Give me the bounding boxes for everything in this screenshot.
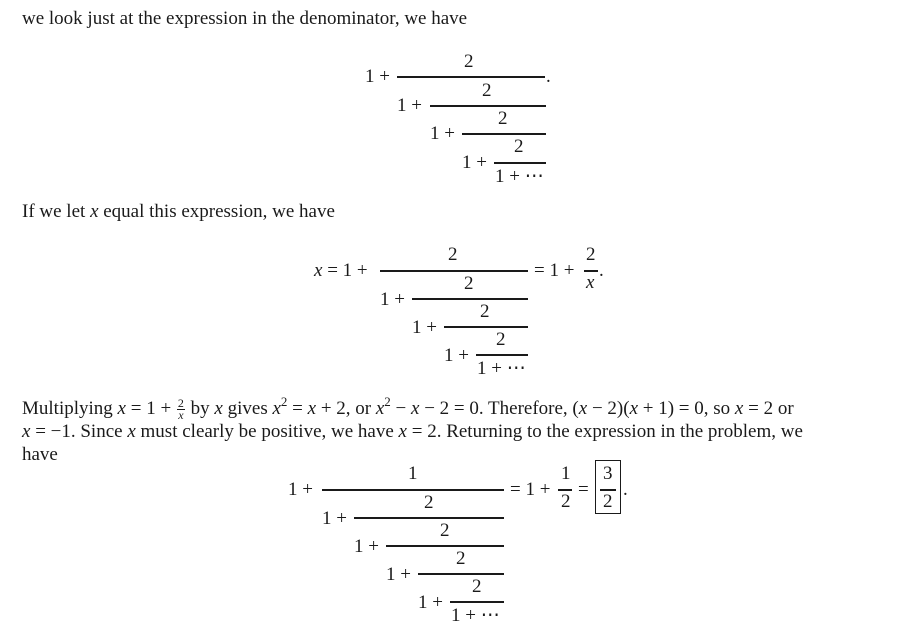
eq2-tail: 1 + ⋯ — [477, 358, 526, 379]
eq1-num-1: 2 — [464, 51, 474, 72]
eq1-plus-3: 1 + — [430, 123, 455, 144]
eq3-plus-3: 1 + — [354, 536, 379, 557]
paragraph-3-line-1: Multiplying x = 1 + $\frac{2}{x}$ by x gives $x^2 = x + 2$, or $x^2 - x - 2 = 0$. Therefore, (x − 2)(x + 1) = 0, so x = 2 or — [22, 394, 794, 423]
eq1-plus-4: 1 + — [462, 152, 487, 173]
eq1-plus-2: 1 + — [397, 95, 422, 116]
paragraph-1: we look just at the expression in the denominator, we have — [22, 8, 468, 29]
eq2-num-3: 2 — [480, 301, 490, 322]
eq3-tail: 1 + ⋯ — [451, 605, 500, 626]
eq2-period: . — [599, 260, 604, 281]
eq1-bar-2 — [430, 105, 546, 107]
eq3-num-2: 2 — [424, 492, 434, 513]
eq3-num-3: 2 — [440, 520, 450, 541]
paragraph-2: If we let x equal this expression, we have — [22, 201, 335, 222]
eq2-num-2: 2 — [464, 273, 474, 294]
eq2-rhs: = 1 + — [534, 260, 575, 281]
eq3-plus-1: 1 + — [288, 479, 313, 500]
eq3-num-5: 2 — [472, 576, 482, 597]
eq3-num-4: 2 — [456, 548, 466, 569]
paragraph-3-line-3: have — [22, 444, 58, 465]
eq1-bar-1 — [397, 76, 545, 78]
eq1-tail: 1 + ⋯ — [495, 166, 544, 187]
eq3-half-num: 1 — [561, 463, 571, 484]
eq3-plus-2: 1 + — [322, 508, 347, 529]
eq2-rhs-num: 2 — [586, 244, 596, 265]
eq3-plus-4: 1 + — [386, 564, 411, 585]
eq3-rhs: = 1 + — [510, 479, 551, 500]
eq1-plus-1: 1 + — [365, 66, 390, 87]
eq3-equals: = — [578, 479, 589, 500]
eq2-bar-1 — [380, 270, 528, 272]
paragraph-3-line-2: x = −1. Since x must clearly be positive, we have x = 2. Returning to the expression in the problem, we — [22, 421, 803, 442]
eq2-plus-3: 1 + — [412, 317, 437, 338]
eq1-bar-4 — [494, 162, 546, 164]
eq3-bar-2 — [354, 517, 504, 519]
eq1-bar-3 — [462, 133, 546, 135]
eq2-bar-4 — [476, 354, 528, 356]
eq3-answer-den: 2 — [603, 491, 613, 512]
eq1-num-4: 2 — [514, 136, 524, 157]
eq3-bar-5 — [450, 601, 504, 603]
eq2-plus-2: 1 + — [380, 289, 405, 310]
eq1-num-2: 2 — [482, 80, 492, 101]
eq2-num-4: 2 — [496, 329, 506, 350]
eq3-period: . — [623, 479, 628, 500]
eq3-plus-5: 1 + — [418, 592, 443, 613]
eq3-bar-4 — [418, 573, 504, 575]
eq3-num-1: 1 — [408, 463, 418, 484]
eq3-bar-3 — [386, 545, 504, 547]
eq3-answer-num: 3 — [603, 463, 613, 484]
eq1-num-3: 2 — [498, 108, 508, 129]
eq2-lhs: x = 1 + — [314, 260, 368, 281]
eq2-bar-3 — [444, 326, 528, 328]
eq3-bar-1 — [322, 489, 504, 491]
eq2-rhs-den: x — [586, 272, 595, 293]
eq2-plus-4: 1 + — [444, 345, 469, 366]
eq1-period: . — [546, 66, 551, 87]
eq2-bar-2 — [412, 298, 528, 300]
eq2-num-1: 2 — [448, 244, 458, 265]
eq3-half-den: 2 — [561, 491, 571, 512]
